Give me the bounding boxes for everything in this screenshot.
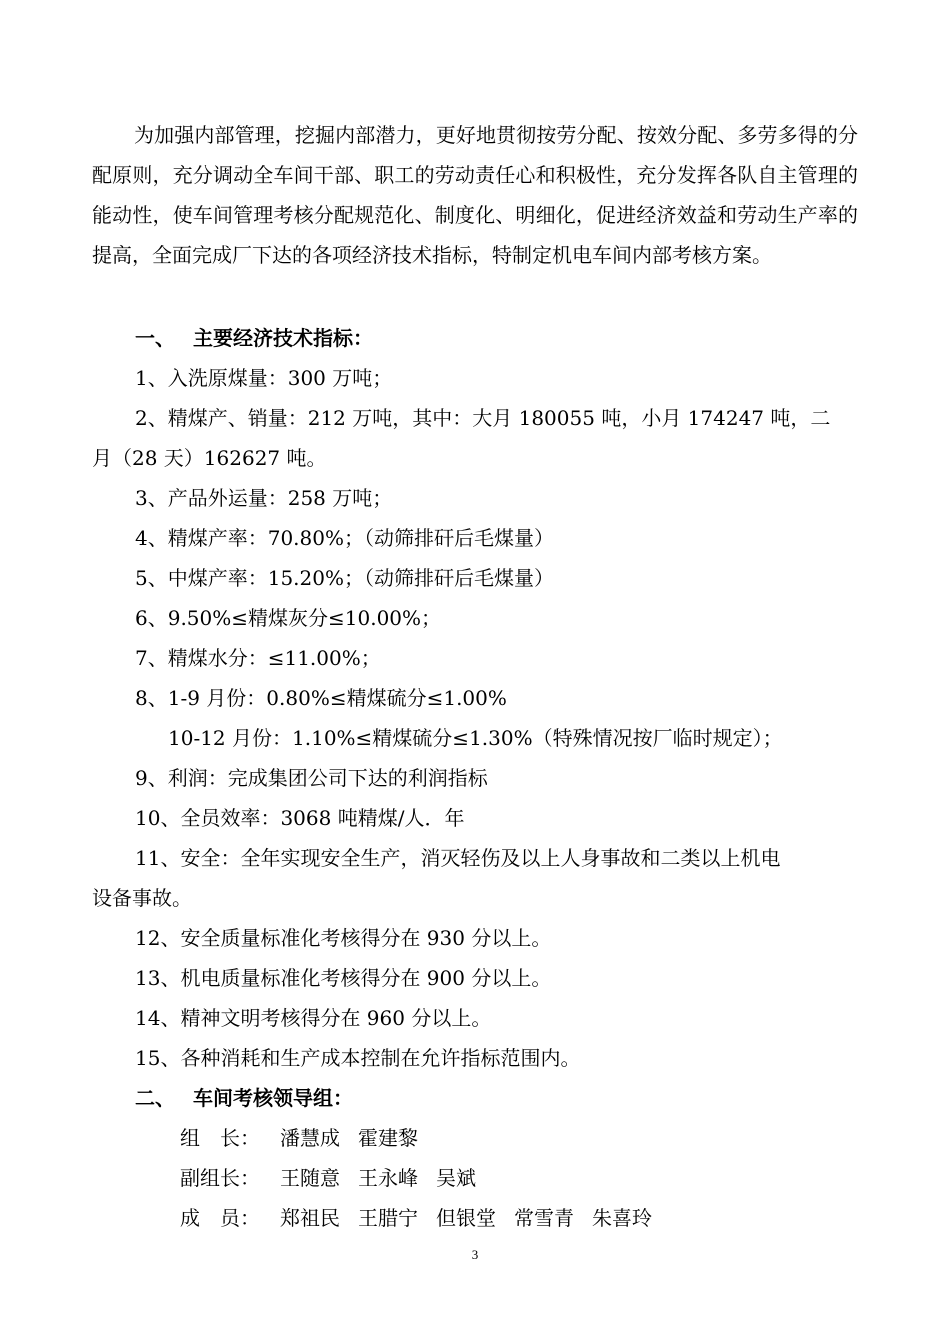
list-item-5: 5、中煤产率：15.20%；（动筛排矸后毛煤量） (135, 566, 554, 590)
member-name: 郑祖民 (280, 1206, 340, 1230)
list-item-7: 7、精煤水分：≤11.00%； (135, 646, 381, 670)
leader-name: 潘慧成 (280, 1126, 340, 1150)
list-item-10: 10、全员效率：3068 吨精煤/人．年 (135, 806, 465, 830)
member-name: 但银堂 (436, 1206, 496, 1230)
list-item-8-continued: 10-12 月份：1.10%≤精煤硫分≤1.30%（特殊情况按厂临时规定）； (168, 726, 783, 750)
list-item-13: 13、机电质量标准化考核得分在 900 分以上。 (135, 966, 552, 990)
leader-label: 组 长： (180, 1126, 260, 1150)
list-item-9: 9、利润：完成集团公司下达的利润指标 (135, 766, 488, 790)
member-name: 王腊宁 (358, 1206, 418, 1230)
deputy-label: 副组长： (180, 1166, 260, 1190)
deputy-name: 王永峰 (358, 1166, 418, 1190)
member-row (180, 1198, 670, 1238)
list-item-4: 4、精煤产率：70.80%；（动筛排矸后毛煤量） (135, 526, 554, 550)
list-item-1: 1、入洗原煤量：300 万吨； (135, 366, 393, 390)
list-item-11-continued: 设备事故。 (92, 886, 192, 910)
member-label: 成 员： (180, 1206, 260, 1230)
page-number: 3 (471, 1247, 479, 1262)
list-item-3: 3、产品外运量：258 万吨； (135, 486, 393, 510)
list-item-6: 6、9.50%≤精煤灰分≤10.00%； (135, 606, 442, 630)
intro-paragraph: 为加强内部管理，挖掘内部潜力，更好地贯彻按劳分配、按效分配、多劳多得的分配原则，充分调动全车间干部、职工的劳动责任心和积极性，充分发挥各队自主管理的能动性，使车间管理考核分配规范化、制度化、明细化，促进经济效益和劳动生产率的提高，全面完成厂下达的各项经济技术指标，特制定机电车间内部考核方案。 (92, 123, 858, 267)
section-number: 二、 (135, 1086, 175, 1110)
section-number: 一、 (135, 326, 175, 350)
list-item-15: 15、各种消耗和生产成本控制在允许指标范围内。 (135, 1046, 581, 1070)
leader-name: 霍建黎 (358, 1126, 418, 1150)
list-item-12: 12、安全质量标准化考核得分在 930 分以上。 (135, 926, 552, 950)
list-item-11: 11、安全：全年实现安全生产，消灭轻伤及以上人身事故和二类以上机电 (135, 846, 781, 870)
member-name: 常雪青 (514, 1206, 574, 1230)
list-item-2-continued: 月（28 天）162627 吨。 (92, 446, 327, 470)
list-item-8: 8、1-9 月份：0.80%≤精煤硫分≤1.00% (135, 686, 507, 710)
deputy-name: 吴斌 (436, 1166, 476, 1190)
section-title: 主要经济技术指标： (193, 326, 373, 350)
deputy-name: 王随意 (280, 1166, 340, 1190)
section-title: 车间考核领导组： (193, 1086, 353, 1110)
list-item-2: 2、精煤产、销量：212 万吨，其中：大月 180055 吨，小月 174247 吨，二 (135, 406, 831, 430)
list-item-14: 14、精神文明考核得分在 960 分以上。 (135, 1006, 492, 1030)
deputy-row (180, 1158, 494, 1198)
leader-row (180, 1118, 436, 1158)
section-heading-1 (135, 318, 373, 358)
member-name: 朱喜玲 (592, 1206, 652, 1230)
section-heading-2 (135, 1078, 353, 1118)
